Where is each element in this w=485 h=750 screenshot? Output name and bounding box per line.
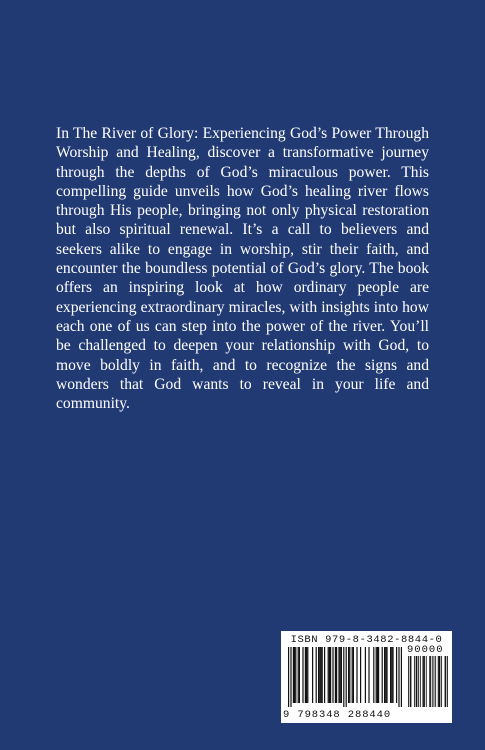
barcode-bar: [432, 656, 433, 707]
barcode-bar: [319, 647, 320, 703]
barcode-bar: [330, 647, 331, 703]
barcode-bar: [365, 647, 366, 703]
barcode-bar: [306, 647, 307, 703]
barcode-bar: [386, 647, 387, 703]
barcode-bar: [320, 647, 321, 703]
barcode-bar: [401, 647, 402, 707]
barcode-bar: [382, 647, 383, 703]
barcode-bar: [356, 647, 357, 703]
barcode-bar: [411, 656, 412, 707]
barcode-bar: [420, 656, 421, 707]
barcode-bar: [335, 647, 336, 703]
barcode-bar: [295, 647, 296, 703]
barcode-bar: [396, 647, 397, 703]
book-description: In The River of Glory: Experiencing God’s Power Through Worship and Healing, discover a transformative journey through the depths of God’s miraculous power. This compelling guide unveils how God’s healing river flows through His people, bringing not only physical restoration but also spiritual renewal. It’s a call to believers and seekers alike to engage in worship, stir their faith, and encounter the boundless potential of God’s glory. The book offers an inspiring look at how ordinary people are experiencing extraordinary miracles, with insights into how each one of us can step into the power of the river. You’ll be challenged to deepen your relationship with God, to move boldly in faith, and to recognize the signs and wonders that God wants to reveal in your life and community.: [56, 125, 429, 413]
barcode-bar: [343, 647, 344, 707]
barcode-bar: [294, 647, 295, 703]
barcode-bar: [332, 647, 333, 703]
barcode-bar: [416, 656, 417, 707]
barcode-bar: [290, 647, 291, 707]
barcode-bar: [385, 647, 386, 703]
barcode-bar: [299, 647, 300, 703]
barcode-bar: [445, 656, 446, 707]
barcode-bar: [368, 647, 369, 703]
barcode-bar: [293, 647, 294, 703]
barcode-bar: [418, 656, 419, 707]
barcode-bar: [353, 647, 354, 703]
barcode-bar: [378, 647, 379, 703]
barcode-bar: [435, 656, 436, 707]
barcode-bar: [439, 656, 440, 707]
barcode-bar: [340, 647, 341, 703]
barcode-bar: [322, 647, 323, 703]
barcode-bar: [348, 647, 349, 703]
barcode-bar: [398, 647, 399, 707]
barcode-bar: [377, 647, 378, 703]
barcode-bar: [445, 656, 446, 707]
barcode-bar: [384, 647, 385, 703]
barcode-bar: [410, 656, 411, 707]
price-barcode: [408, 656, 448, 707]
barcode-bar: [352, 647, 353, 703]
barcode-bar: [438, 656, 439, 707]
barcode-bar: [424, 656, 425, 707]
barcode-bar: [324, 647, 325, 703]
barcode-bar: [336, 647, 337, 703]
barcode-bar: [318, 647, 319, 703]
barcode-bar: [376, 647, 377, 703]
barcode-bar: [316, 647, 317, 703]
barcode-bar: [422, 656, 423, 707]
barcode-bar: [441, 656, 442, 707]
barcode-bar: [391, 647, 392, 703]
barcode-bar: [429, 656, 430, 707]
isbn-barcode: [288, 647, 402, 707]
barcode-bar: [312, 647, 313, 703]
barcode-bar: [328, 647, 329, 703]
barcode-bar: [298, 647, 299, 703]
barcode-bar: [434, 656, 435, 707]
barcode-bar: [349, 647, 350, 703]
barcode-bar: [302, 647, 303, 703]
barcode-bar: [390, 647, 391, 703]
barcode-bar: [417, 656, 418, 707]
barcode-bar: [373, 647, 374, 703]
barcode-bar: [439, 656, 440, 707]
barcode-bar: [408, 656, 409, 707]
barcode-box: [281, 631, 452, 723]
barcode-bar: [307, 647, 308, 703]
barcode-bar: [430, 656, 431, 707]
barcode-bar: [338, 647, 339, 703]
isbn-label: ISBN 979-8-3482-8844-0: [290, 634, 443, 646]
barcode-bar: [423, 656, 424, 707]
barcode-bar: [414, 656, 415, 707]
barcode-bar: [447, 656, 448, 707]
barcode-bar: [329, 647, 330, 703]
barcode-bar: [346, 647, 347, 707]
barcode-bar: [305, 647, 306, 703]
barcode-digits: 9 798348 288440: [283, 709, 392, 721]
barcode-bar: [288, 647, 289, 707]
barcode-bar: [426, 656, 427, 707]
barcode-bar: [341, 647, 342, 703]
barcode-bar: [360, 647, 361, 703]
price-code: 90000: [407, 644, 444, 656]
barcode-bar: [392, 647, 393, 703]
